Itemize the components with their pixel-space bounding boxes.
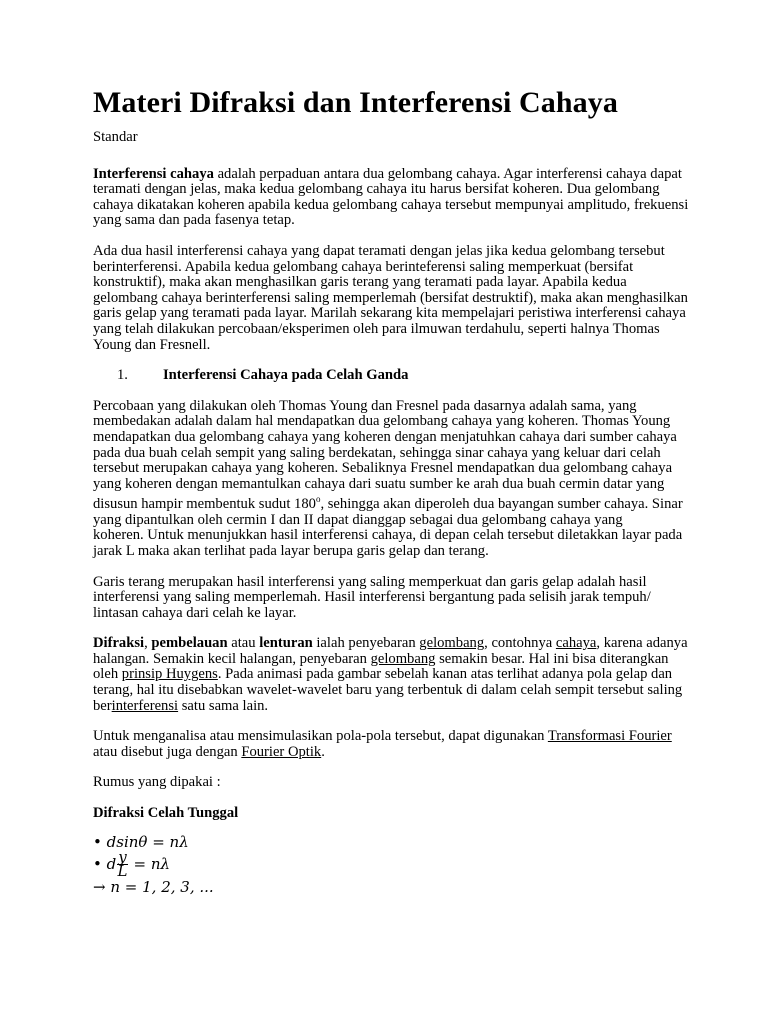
- subtitle: Standar: [93, 129, 138, 145]
- page-title: Materi Difraksi dan Interferensi Cahaya: [93, 86, 618, 119]
- link-gelombang-2[interactable]: gelombang: [370, 650, 436, 667]
- list-item-celah-ganda: [93, 368, 683, 384]
- term-pembelauan: pembelauan: [151, 635, 228, 652]
- link-cahaya[interactable]: cahaya: [555, 635, 597, 652]
- paragraph-percobaan: Percobaan yang dilakukan oleh Thomas Young dan Fresnel pada dasarnya adalah sama, yang membedakan adalah dalam hal mendapatkan dua gelombang cahaya yang koheren. Thomas Young mendapatkan dua gelombang cahaya yang koheren dengan menjatuhkan cahaya dari sumber cahaya pada dua buah celah sempit yang saling berdekatan, sehingga sinar cahaya yang keluar dari celah tersebut merupakan cahaya yang koheren. Sebaliknya Fresnel mendapatkan dua gelombang cahaya yang koheren dengan memantulkan cahaya dari suatu sumber ke arah dua buah cermin datar yang disusun hampir membentuk sudut 180$^o$, sehingga akan diperoleh dua bayangan sumber cahaya. Sinar yang dipantulkan oleh cermin I dan II dapat dianggap sebagai dua gelombang cahaya yang koheren. Untuk menunjukkan hasil interferensi cahaya, di depan celah tersebut diletakkan layar pada jarak L maka akan terlihat pada layar berupa garis gelap dan terang.: [93, 397, 683, 559]
- link-prinsip-huygens[interactable]: prinsip Huygens: [121, 666, 218, 683]
- paragraph-fourier: Untuk menganalisa atau mensimulasikan pola-pola tersebut, dapat digunakan Transformasi Fourier atau disebut juga dengan Fourier Optik.: [93, 728, 672, 760]
- paragraph-difraksi: Difraksi, pembelauan atau lenturan ialah penyebaran gelombang, contohnya cahaya, karena adanya halangan. Semakin kecil halangan, penyebaran gelombang semakin besar. Hal ini bisa diterangkan oleh prinsip Huygens. Pada animasi pada gambar sebelah kanan atas terlihat adanya pola gelap dan terang, hal itu disebabkan wavelet-wavelet baru yang terbentuk di dalam celah sempit tersebut saling berinterferensi satu sama lain.: [93, 635, 688, 714]
- heading-difraksi-celah-tunggal: Difraksi Celah Tunggal: [93, 805, 239, 822]
- formula-block: [93, 833, 683, 897]
- list-heading: Interferensi Cahaya pada Celah Ganda: [163, 367, 409, 384]
- term-interferensi: Interferensi cahaya: [93, 165, 214, 182]
- paragraph-rumus: Rumus yang dipakai :: [93, 774, 221, 791]
- term-lenturan: lenturan: [259, 635, 313, 652]
- link-fourier-optik[interactable]: Fourier Optik: [241, 743, 322, 760]
- link-interferensi[interactable]: interferensi: [111, 697, 179, 714]
- document-body: [93, 129, 689, 897]
- link-gelombang[interactable]: gelombang: [419, 635, 485, 652]
- paragraph-hasil-interferensi: Ada dua hasil interferensi cahaya yang dapat teramati dengan jelas jika kedua gelombang tersebut berinterferensi. Apabila kedua gelombang cahaya berinteferensi saling memperkuat (bersifat konstruktif), maka akan menghasilkan garis terang yang teramati pada layar. Apabila kedua gelombang cahaya berinterferensi saling memperlemah (bersifat destruktif), maka akan menghasilkan garis gelap yang teramati pada layar. Marilah sekarang kita mempelajari peristiwa interferensi cahaya yang telah dilakukan percobaan/eksperimen oleh para ilmuwan terdahulu, seperti halnya Thomas Young dan Fresnell.: [93, 242, 688, 353]
- formula-1: • dsinθ = nλ: [93, 832, 189, 851]
- degree-sup: o: [315, 494, 321, 505]
- paragraph-interferensi: Interferensi cahaya adalah perpaduan antara dua gelombang cahaya. Agar interferensi cahaya dapat teramati dengan jelas, maka kedua gelombang cahaya itu harus bersifat koheren. Dua gelombang cahaya dikatakan koheren apabila kedua gelombang cahaya tersebut mempunyai amplitudo, frekuensi yang sama dan pada fasenya tetap.: [93, 165, 689, 229]
- arrow-right-icon: →: [93, 878, 106, 897]
- term-difraksi: Difraksi: [93, 635, 145, 652]
- fraction-y-over-l: $\frac{y}{L}$: [117, 848, 128, 881]
- formula-3: → n = 1, 2, 3, ...: [93, 878, 214, 897]
- list-number: 1.: [117, 367, 128, 384]
- formula-2: • d $\frac{y}{L}$ = nλ: [93, 848, 171, 881]
- link-transformasi-fourier[interactable]: Transformasi Fourier: [547, 728, 672, 745]
- paragraph-garis-terang: Garis terang merupakan hasil interferensi yang saling memperkuat dan garis gelap adalah hasil interferensi yang saling memperlemah. Hasil interferensi bergantung pada selisih jarak tempuh/ lintasan cahaya dari celah ke layar.: [93, 573, 651, 621]
